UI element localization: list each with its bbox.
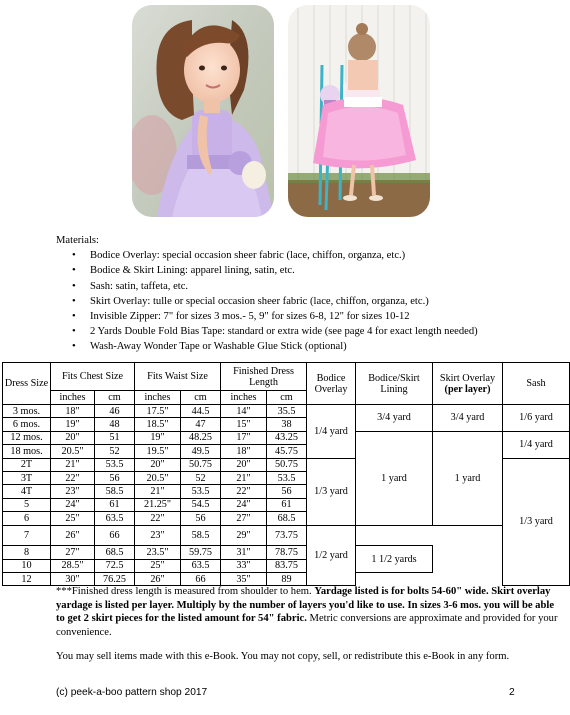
header-skirt-overlay	[433, 363, 503, 405]
cell-size: 3 mos.	[3, 405, 51, 418]
table-row	[3, 405, 570, 418]
cell-length-cm: 73.75	[267, 525, 307, 546]
note-metric: Metric conversions are approximate and provided for your convenience.	[56, 613, 558, 638]
cell-length-cm: 45.75	[267, 445, 307, 458]
cell-waist-cm: 49.5	[181, 445, 221, 458]
cell-sash: 1/4 yard	[503, 431, 570, 458]
cell-waist-cm: 53.5	[181, 485, 221, 498]
materials-heading: Materials:	[56, 235, 99, 246]
cell-bodice-overlay: 1/2 yard	[307, 525, 356, 586]
materials-item: • Skirt Overlay: tulle or special occasion sheer fabric (lace, chiffon, organza, etc.)	[90, 294, 556, 309]
subheader-inches: inches	[51, 391, 95, 405]
cell-waist-in: 26"	[135, 572, 181, 585]
cell-chest-in: 26"	[51, 525, 95, 546]
footer-copyright: (c) peek-a-boo pattern shop 2017	[56, 687, 208, 698]
cell-bodice-overlay: 1/4 yard	[307, 405, 356, 459]
cell-chest-in: 21"	[51, 458, 95, 471]
cell-length-in: 17"	[221, 431, 267, 444]
header-skirt-overlay-note: (per layer)	[444, 383, 491, 395]
cell-sash: 1/3 yard	[503, 458, 570, 586]
cell-length-cm: 38	[267, 418, 307, 431]
cell-size: 12	[3, 572, 51, 585]
cell-waist-in: 23"	[135, 525, 181, 546]
cell-chest-cm: 63.5	[95, 512, 135, 525]
cell-length-cm: 53.5	[267, 471, 307, 484]
cell-waist-in: 18.5"	[135, 418, 181, 431]
cell-waist-in: 25"	[135, 559, 181, 572]
photo-girl-lavender-dress	[132, 5, 274, 217]
materials-item: • Wash-Away Wonder Tape or Washable Glue Stick (optional)	[90, 339, 556, 354]
cell-waist-cm: 54.5	[181, 498, 221, 511]
cell-waist-in: 19.5"	[135, 445, 181, 458]
cell-length-in: 15"	[221, 418, 267, 431]
cell-chest-cm: 76.25	[95, 572, 135, 585]
materials-item: • Invisible Zipper: 7" for sizes 3 mos.- 5, 9" for sizes 6-8, 12" for sizes 10-12	[90, 309, 556, 324]
cell-size: 18 mos.	[3, 445, 51, 458]
cell-waist-in: 22"	[135, 512, 181, 525]
subheader-cm: cm	[267, 391, 307, 405]
cell-waist-cm: 59.75	[181, 546, 221, 559]
cell-sash: 1/6 yard	[503, 405, 570, 432]
cell-waist-cm: 58.5	[181, 525, 221, 546]
cell-size: 10	[3, 559, 51, 572]
cell-waist-in: 21"	[135, 485, 181, 498]
cell-chest-cm: 48	[95, 418, 135, 431]
cell-chest-cm: 61	[95, 498, 135, 511]
cell-waist-cm: 63.5	[181, 559, 221, 572]
cell-size: 12 mos.	[3, 431, 51, 444]
materials-item: • 2 Yards Double Fold Bias Tape: standard or extra wide (see page 4 for exact length needed)	[90, 324, 556, 339]
cell-length-cm: 83.75	[267, 559, 307, 572]
cell-chest-cm: 51	[95, 431, 135, 444]
cell-waist-in: 19"	[135, 431, 181, 444]
materials-item: • Sash: satin, taffeta, etc.	[90, 279, 556, 294]
size-chart-table	[2, 362, 570, 586]
cell-waist-cm: 52	[181, 471, 221, 484]
cell-length-in: 22"	[221, 485, 267, 498]
header-finished-length: Finished Dress Length	[221, 363, 307, 391]
cell-waist-in: 23.5"	[135, 546, 181, 559]
cell-chest-cm: 53.5	[95, 458, 135, 471]
header-fits-waist: Fits Waist Size	[135, 363, 221, 391]
materials-item: • Bodice Overlay: special occasion sheer fabric (lace, chiffon, organza, etc.)	[90, 248, 556, 263]
cell-waist-in: 20.5"	[135, 471, 181, 484]
table-row	[3, 431, 570, 444]
cell-chest-in: 20"	[51, 431, 95, 444]
cell-waist-cm: 44.5	[181, 405, 221, 418]
subheader-cm: cm	[95, 391, 135, 405]
cell-chest-in: 22"	[51, 471, 95, 484]
header-skirt-overlay-label: Skirt Overlay	[439, 372, 496, 384]
table-row	[3, 559, 570, 572]
cell-waist-in: 17.5"	[135, 405, 181, 418]
cell-length-cm: 61	[267, 498, 307, 511]
cell-chest-in: 19"	[51, 418, 95, 431]
table-row	[3, 546, 570, 559]
cell-length-in: 31"	[221, 546, 267, 559]
cell-skirt-overlay: 1 yard	[433, 431, 503, 525]
materials-section	[56, 233, 556, 355]
header-fits-chest: Fits Chest Size	[51, 363, 135, 391]
cell-size: 6	[3, 512, 51, 525]
materials-item: • Bodice & Skirt Lining: apparel lining, satin, etc.	[90, 263, 556, 278]
cell-chest-in: 28.5"	[51, 559, 95, 572]
cell-chest-in: 18"	[51, 405, 95, 418]
cell-chest-in: 25"	[51, 512, 95, 525]
header-bodice-skirt-lining: Bodice/Skirt Lining	[356, 363, 433, 405]
cell-length-in: 35"	[221, 572, 267, 585]
cell-length-cm: 89	[267, 572, 307, 585]
header-sash: Sash	[503, 363, 570, 405]
cell-size: 4T	[3, 485, 51, 498]
header-dress-size: Dress Size	[3, 363, 51, 405]
cell-length-cm: 68.5	[267, 512, 307, 525]
cell-waist-cm: 66	[181, 572, 221, 585]
cell-length-in: 18"	[221, 445, 267, 458]
table-row	[3, 525, 570, 546]
cell-waist-in: 20"	[135, 458, 181, 471]
cell-chest-in: 24"	[51, 498, 95, 511]
cell-lining: 1 1/2 yards	[356, 546, 433, 573]
header-bodice-overlay: Bodice Overlay	[307, 363, 356, 405]
cell-waist-cm: 56	[181, 512, 221, 525]
materials-list	[56, 248, 556, 354]
cell-chest-cm: 56	[95, 471, 135, 484]
cell-size: 3T	[3, 471, 51, 484]
cell-size: 7	[3, 525, 51, 546]
cell-length-in: 29"	[221, 525, 267, 546]
cell-waist-cm: 50.75	[181, 458, 221, 471]
cell-size: 6 mos.	[3, 418, 51, 431]
cell-length-in: 27"	[221, 512, 267, 525]
cell-chest-cm: 46	[95, 405, 135, 418]
photo-girl-pink-dress-chair	[288, 5, 430, 217]
cell-length-in: 14"	[221, 405, 267, 418]
cell-length-cm: 50.75	[267, 458, 307, 471]
subheader-inches: inches	[135, 391, 181, 405]
cell-chest-in: 27"	[51, 546, 95, 559]
page-number: 2	[509, 687, 515, 698]
cell-size: 8	[3, 546, 51, 559]
note-intro: ***Finished dress length is measured from shoulder to hem.	[56, 586, 315, 597]
cell-skirt-overlay: 3/4 yard	[433, 405, 503, 432]
cell-size: 5	[3, 498, 51, 511]
cell-chest-in: 20.5"	[51, 445, 95, 458]
cell-length-cm: 78.75	[267, 546, 307, 559]
cell-chest-in: 30"	[51, 572, 95, 585]
cell-chest-cm: 58.5	[95, 485, 135, 498]
cell-length-in: 33"	[221, 559, 267, 572]
cell-chest-cm: 72.5	[95, 559, 135, 572]
note-bold: Yardage listed is for bolts 54-60" wide. Skirt overlay yardage is listed per layer. Multiply by the number of layers you'd like to use. In sizes 3-6 mos. you will be able to get 2 skirt pieces for the listed amount for 54" fabric.	[56, 586, 555, 625]
cell-length-cm: 56	[267, 485, 307, 498]
cell-length-in: 21"	[221, 471, 267, 484]
cell-length-in: 24"	[221, 498, 267, 511]
cell-length-cm: 43.25	[267, 431, 307, 444]
cell-chest-cm: 68.5	[95, 546, 135, 559]
subheader-cm: cm	[181, 391, 221, 405]
cell-waist-cm: 48.25	[181, 431, 221, 444]
cell-waist-in: 21.25"	[135, 498, 181, 511]
subheader-inches: inches	[221, 391, 267, 405]
cell-lining: 1 yard	[356, 431, 433, 525]
cell-bodice-overlay: 1/3 yard	[307, 458, 356, 525]
cell-lining: 3/4 yard	[356, 405, 433, 432]
cell-length-cm: 35.5	[267, 405, 307, 418]
cell-chest-cm: 66	[95, 525, 135, 546]
cell-chest-cm: 52	[95, 445, 135, 458]
table-row	[3, 572, 570, 585]
cell-size: 2T	[3, 458, 51, 471]
cell-waist-cm: 47	[181, 418, 221, 431]
cell-length-in: 20"	[221, 458, 267, 471]
yardage-note	[56, 585, 562, 639]
cell-chest-in: 23"	[51, 485, 95, 498]
sell-policy: You may sell items made with this e-Book. You may not copy, sell, or redistribute this e-Book in any form.	[56, 651, 510, 662]
